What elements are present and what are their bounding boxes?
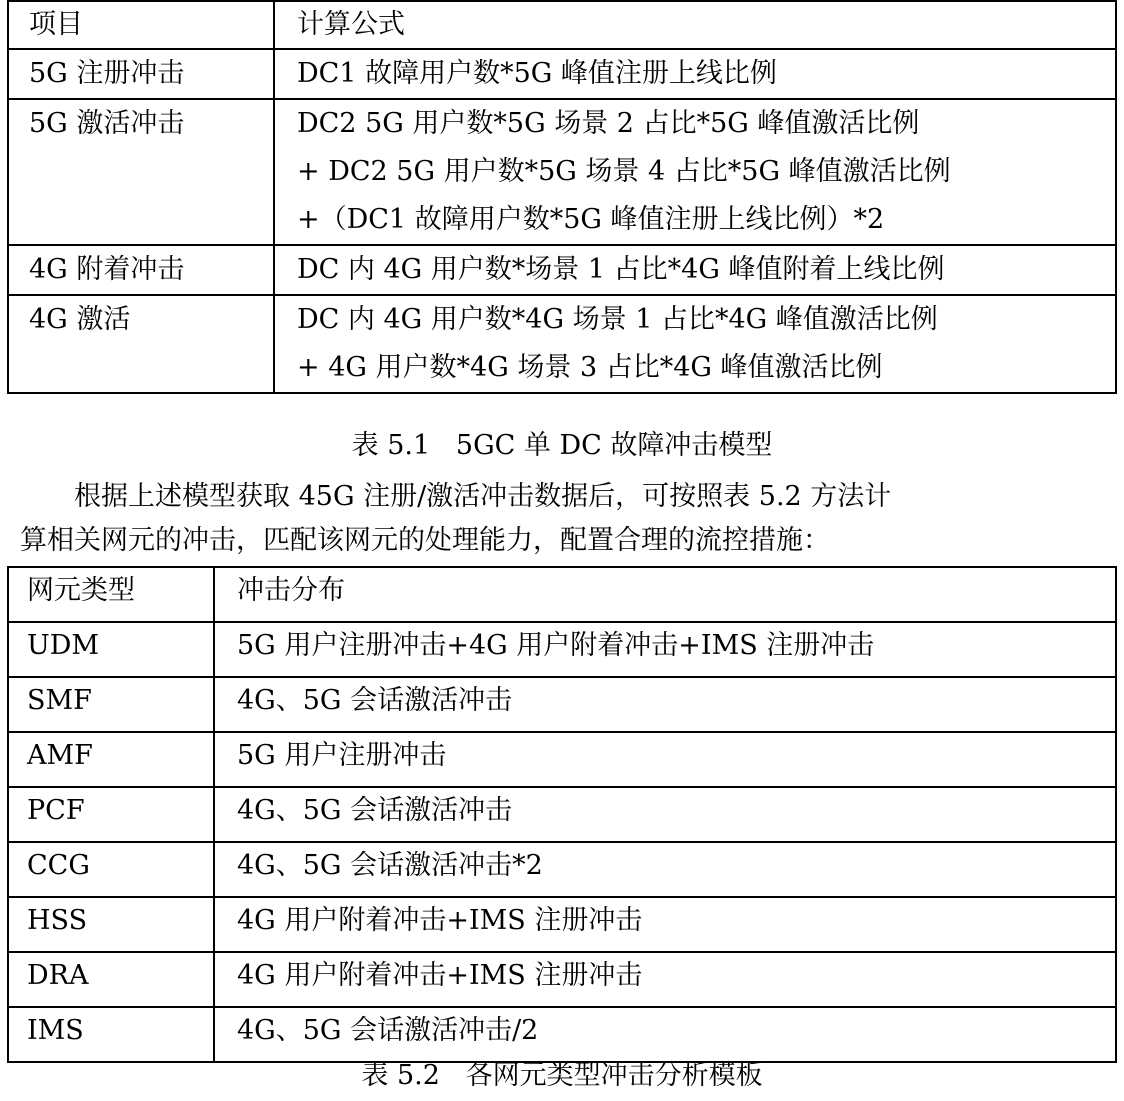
row-distribution: 4G、5G 会话激活冲击 bbox=[214, 677, 1116, 732]
row-formula: DC 内 4G 用户数*场景 1 占比*4G 峰值附着上线比例 bbox=[274, 245, 1116, 295]
table-row bbox=[8, 295, 1116, 393]
formula-line: DC2 5G 用户数*5G 场景 2 占比*5G 峰值激活比例 bbox=[297, 108, 920, 139]
formula-line: + DC2 5G 用户数*5G 场景 4 占比*5G 峰值激活比例 bbox=[297, 156, 951, 187]
header-type: 网元类型 bbox=[8, 567, 214, 622]
table-row bbox=[8, 677, 1116, 732]
row-type: PCF bbox=[8, 787, 214, 842]
row-formula: DC1 故障用户数*5G 峰值注册上线比例 bbox=[274, 49, 1116, 99]
row-distribution: 4G 用户附着冲击+IMS 注册冲击 bbox=[214, 897, 1116, 952]
formula-line: + 4G 用户数*4G 场景 3 占比*4G 峰值激活比例 bbox=[297, 352, 883, 383]
row-distribution: 4G、5G 会话激活冲击 bbox=[214, 787, 1116, 842]
row-item: 4G 附着冲击 bbox=[8, 245, 274, 295]
row-type: CCG bbox=[8, 842, 214, 897]
table-row bbox=[8, 732, 1116, 787]
table-row bbox=[8, 952, 1116, 1007]
row-distribution: 4G、5G 会话激活冲击*2 bbox=[214, 842, 1116, 897]
row-formula bbox=[274, 99, 1116, 245]
table-row bbox=[8, 99, 1116, 245]
row-type: UDM bbox=[8, 622, 214, 677]
table-caption: 表 5.1 5GC 单 DC 故障冲击模型 bbox=[351, 430, 773, 461]
row-item: 5G 激活冲击 bbox=[8, 99, 274, 245]
body-paragraph-line: 根据上述模型获取 45G 注册/激活冲击数据后，可按照表 5.2 方法计 bbox=[74, 481, 892, 512]
table-caption: 表 5.2 各网元类型冲击分析模板 bbox=[361, 1060, 763, 1091]
formula-table bbox=[7, 0, 1117, 394]
body-paragraph-line: 算相关网元的冲击，匹配该网元的处理能力，配置合理的流控措施： bbox=[20, 525, 830, 556]
header-distribution: 冲击分布 bbox=[214, 567, 1116, 622]
row-distribution: 4G、5G 会话激活冲击/2 bbox=[214, 1007, 1116, 1062]
row-item: 5G 注册冲击 bbox=[8, 49, 274, 99]
row-distribution: 4G 用户附着冲击+IMS 注册冲击 bbox=[214, 952, 1116, 1007]
formula-line: +（DC1 故障用户数*5G 峰值注册上线比例）*2 bbox=[297, 204, 885, 235]
row-item: 4G 激活 bbox=[8, 295, 274, 393]
row-distribution: 5G 用户注册冲击 bbox=[214, 732, 1116, 787]
table-header-row bbox=[8, 567, 1116, 622]
row-type: IMS bbox=[8, 1007, 214, 1062]
impact-table bbox=[7, 566, 1117, 1063]
table-row bbox=[8, 49, 1116, 99]
table-row bbox=[8, 245, 1116, 295]
table-row bbox=[8, 897, 1116, 952]
table-row bbox=[8, 622, 1116, 677]
row-type: AMF bbox=[8, 732, 214, 787]
row-type: HSS bbox=[8, 897, 214, 952]
formula-line: DC 内 4G 用户数*4G 场景 1 占比*4G 峰值激活比例 bbox=[297, 304, 938, 335]
row-distribution: 5G 用户注册冲击+4G 用户附着冲击+IMS 注册冲击 bbox=[214, 622, 1116, 677]
header-item: 项目 bbox=[8, 1, 274, 49]
row-type: DRA bbox=[8, 952, 214, 1007]
row-type: SMF bbox=[8, 677, 214, 732]
table-header-row bbox=[8, 1, 1116, 49]
table-row bbox=[8, 787, 1116, 842]
row-formula bbox=[274, 295, 1116, 393]
table-row bbox=[8, 842, 1116, 897]
header-formula: 计算公式 bbox=[274, 1, 1116, 49]
